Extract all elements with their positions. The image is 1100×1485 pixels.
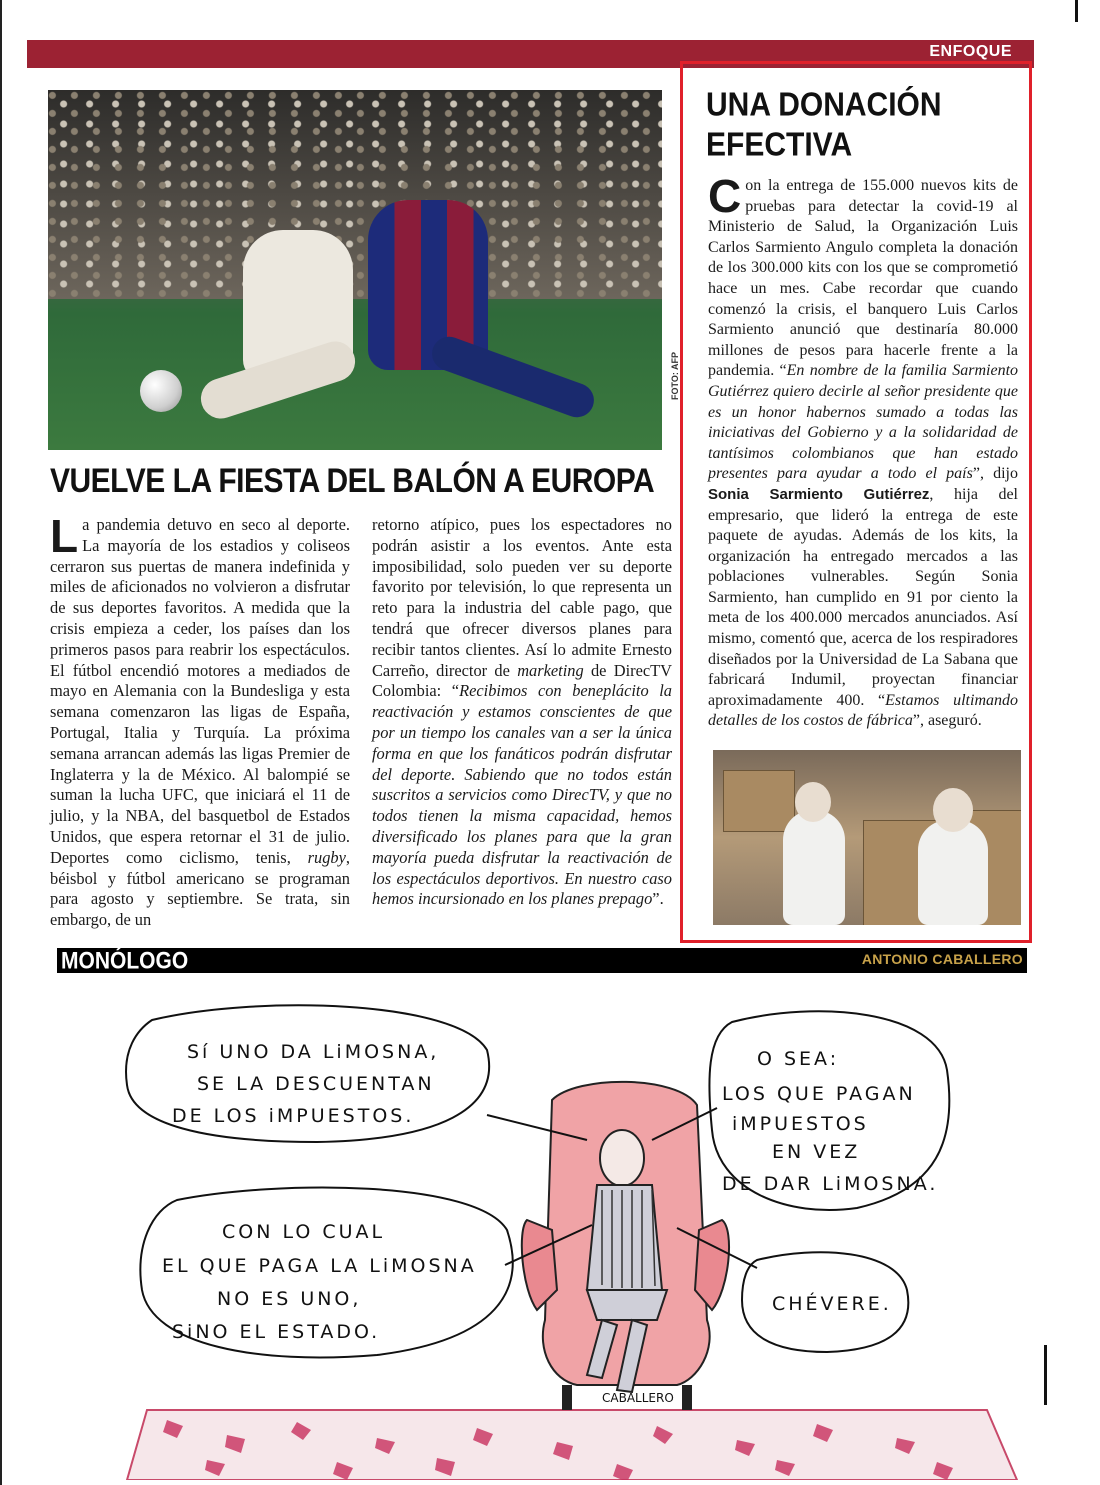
donation-photo	[713, 750, 1021, 925]
article-column-2	[372, 515, 672, 910]
main-headline: VUELVE LA FIESTA DEL BALÓN A EUROPA	[50, 462, 655, 500]
cartoon	[57, 990, 1032, 1480]
bubble-1-line-1: Sí UNO DA LiMOSNA,	[187, 1041, 440, 1063]
monologo-bar	[57, 948, 1027, 973]
article-column-1	[50, 510, 350, 931]
football-ball	[140, 370, 182, 412]
bubble-3-line-1: CON LO CUAL	[222, 1221, 386, 1243]
bubble-2-line-1: O SEA:	[757, 1048, 840, 1070]
column-2-text: retorno atípico, pues los espectadores no podrán asistir a los eventos. Ante esta imposibilidad, solo pueden ver su deporte favorito por televisión, lo que representa un reto para la industria del cable pago, que tendrá que ofrecer diversos planes para recibir tantos clientes. Así lo admite Ernesto Carreño, director de	[372, 515, 672, 680]
bubble-2-line-3: iMPUESTOS	[732, 1113, 869, 1135]
monologo-label: MONÓLOGO	[61, 948, 189, 975]
person-right-head	[933, 788, 973, 832]
column-1-text: a pandemia detuvo en seco al deporte. La mayoría de los estadios y coliseos cerraron sus puertas de manera indefinida y miles de aficionados no volvieron a disfrutar de sus deportes favoritos. A medida que la crisis empieza a ceder, los países dan los primeros pasos para reabrir los espectáculos. El fútbol encendió motores a mediados de mayo en Alemania con la Bundesliga y esta semana comenzaron las ligas de España, Portugal, Italia y Turquía. La próxima semana arrancan además las ligas Premier de Inglaterra y la de México. Al balompié se suman la lucha UFC, que iniciará el 11 de julio, y la NBA, del basquetbol de Estados Unidos, que espera retornar el 31 de julio. Deportes como ciclismo, tenis,	[50, 515, 350, 867]
directv-quote: Recibimos con beneplácito la reactivación y estamos conscientes de que por un tiempo los canales van a ser la única forma en que los fanáticos podrán disfrutar del deporte. Sabiendo que no todos están suscritos a servicios como DirecTV, y que no todos tienen la misma capacidad, hemos diversificado los planes para que la gran mayoría pueda disfrutar la reactivación de los espectáculos deportivos. En nuestro caso hemos incursionado en los planes prepago	[372, 681, 673, 909]
dropcap-c: C	[708, 170, 742, 222]
person-right	[918, 820, 988, 925]
sidebar-quote-1: En nombre de la familia Sarmiento Gutiérrez quiero decirle al señor presidente que es un honor habernos sumado a todas las iniciativas del Gobierno y a la solidaridad de tantísimos colombianos que han estado presentes para ayudar a todo el país	[708, 362, 1019, 483]
rug	[127, 1410, 1017, 1480]
bubble-2-line-5: DE DAR LiMOSNA.	[722, 1173, 939, 1195]
bubble-4-line-1: CHÉVERE.	[772, 1293, 892, 1315]
dropcap-l: L	[50, 510, 79, 562]
sidebar-text	[708, 170, 1019, 732]
person-left	[783, 810, 845, 925]
photo-credit: FOTO: AFP	[670, 352, 680, 400]
bubble-2-line-4: EN VEZ	[772, 1141, 861, 1163]
bubble-3-line-4: SiNO EL ESTADO.	[172, 1321, 381, 1343]
sidebar-text-2: ”, dijo	[972, 465, 1018, 483]
bubble-3-line-2: EL QUE PAGA LA LiMOSNA	[162, 1255, 477, 1277]
section-label: ENFOQUE	[929, 43, 1012, 60]
blaugrana-player-legs	[427, 332, 598, 422]
sidebar-title-line-2: EFECTIVA	[706, 126, 853, 163]
sidebar-quote-2: Estamos ultimando detalles de los costos de fábrica	[708, 691, 1018, 730]
football-photo	[48, 90, 662, 450]
sidebar-text-1: on la entrega de 155.000 nuevos kits de pruebas para detectar la covid-19 al Ministerio de Salud, la Organización Luis Carlos Sarmiento Angulo completa la donación de los 300.000 kits con los que se comprometió hace un mes. Cabe recordar que cuando comenzó la crisis, el banquero Luis Carlos Sarmiento anunció que destinaría 80.000 millones de pesos para hacerle frente a la pandemia. “	[708, 177, 1018, 380]
sidebar-text-4: ”, aseguró.	[912, 712, 982, 730]
stadium-crowd	[48, 90, 662, 299]
speech-bubble-1	[126, 1005, 587, 1142]
crop-mark-top-right	[1075, 0, 1078, 22]
marketing-italic: marketing	[517, 660, 584, 680]
column-2-end: ”.	[652, 889, 664, 909]
column-1-end: , béisbol y fútbol americano se programan para agosto y septiembre. Se trata, sin embargo, de un	[50, 847, 350, 930]
sidebar-title-line-1: UNA DONACIÓN	[706, 87, 942, 124]
bubble-3-line-3: NO ES UNO,	[217, 1288, 362, 1310]
bubble-1-line-2: SE LA DESCUENTAN	[197, 1073, 435, 1095]
box-stack	[723, 770, 795, 832]
sidebar-text-3: , hija del empresario, que lideró la entrega de este paquete de ayudas. Además de los kits, la organización ha entregado mercados a las poblaciones vulnerables. Según Sonia Sarmiento, han cumplido en 91 por ciento la meta de los 400.000 mercados anunciados. Así mismo, comentó que, acerca de los respiradores diseñados por la Universidad de La Sabana que fabricará Indumil, proyectan financiar aproximadamente 400. “	[708, 485, 1018, 709]
bubble-1-line-3: DE LOS iMPUESTOS.	[172, 1105, 415, 1127]
sidebar-title	[706, 86, 1016, 165]
monologo-author: ANTONIO CABALLERO	[861, 951, 1023, 967]
bubble-2-line-2: LOS QUE PAGAN	[722, 1083, 916, 1105]
rugby-italic: rugby	[307, 847, 346, 867]
crop-mark-right	[1044, 1345, 1047, 1405]
cartoon-signature: CABALLERO	[602, 1391, 674, 1405]
sidebar-name: Sonia Sarmiento Gutiérrez	[708, 485, 930, 503]
person-left-head	[795, 782, 831, 822]
column-2-mid: de DirecTV Colombia: “	[372, 660, 672, 701]
